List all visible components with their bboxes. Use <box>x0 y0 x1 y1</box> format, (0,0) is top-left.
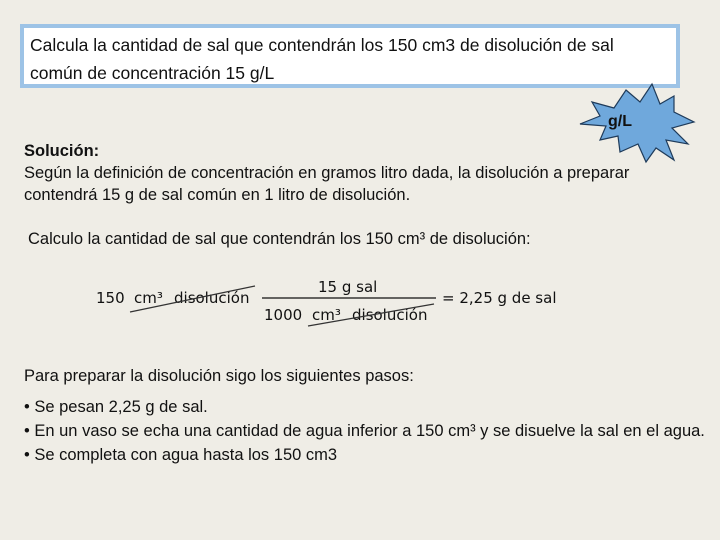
step-item: • Se pesan 2,25 g de sal. <box>24 398 208 416</box>
steps-intro: Para preparar la disolución sigo los siguientes pasos: <box>24 367 414 385</box>
solution-text: Según la definición de concentración en gramos litro dada, la disolución a preparar contendrá 15 g de sal común en 1 litro de disolución. <box>24 164 630 204</box>
formula-left-word: disolución <box>174 289 250 307</box>
formula-den-word: disolución <box>352 306 428 324</box>
step-item: • En un vaso se echa una cantidad de agua inferior a 150 cm³ y se disuelve la sal en el agua. <box>24 422 705 440</box>
formula-left-value: 150 <box>96 289 125 307</box>
solution-heading: Solución: <box>24 142 100 160</box>
step-item: • Se completa con agua hasta los 150 cm3 <box>24 446 338 464</box>
badge-label: g/L <box>608 113 632 130</box>
question-text: Calcula la cantidad de sal que contendrán los 150 cm3 de disolución de sal común de concentración 15 g/L <box>30 35 614 83</box>
solution-block <box>24 140 644 206</box>
question-box <box>20 24 680 88</box>
formula-result: = 2,25 g de sal <box>442 289 557 307</box>
formula-left-unit: cm³ <box>134 289 163 307</box>
formula-den-value: 1000 <box>264 306 303 324</box>
steps-block <box>24 364 714 467</box>
calculation-intro: Calculo la cantidad de sal que contendrán los 150 cm³ de disolución: <box>28 230 531 248</box>
formula-numerator: 15 g sal <box>318 278 378 296</box>
conversion-formula <box>90 270 590 330</box>
formula-den-unit: cm³ <box>312 306 341 324</box>
